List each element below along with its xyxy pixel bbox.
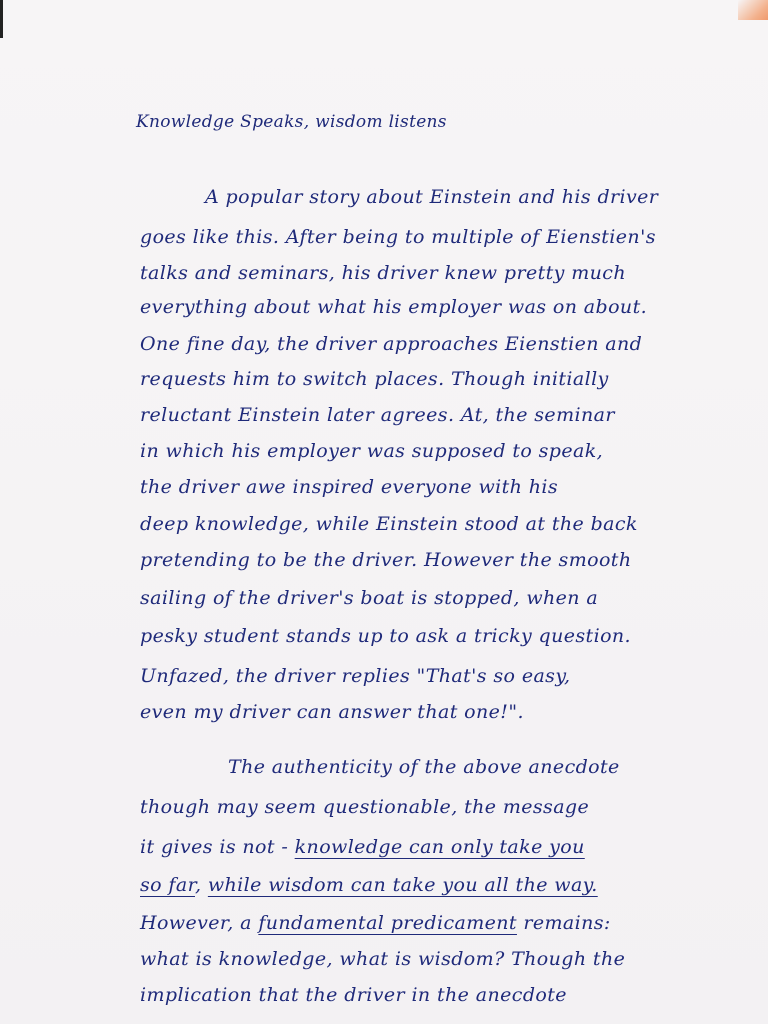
paragraph-2-line-5 [140,912,611,934]
paragraph-2-line-1: The authenticity of the above anecdote [228,756,620,778]
paragraph-1-line-12: sailing of the driver's boat is stopped, when a [140,587,599,609]
paragraph-1-line-6: requests him to switch places. Though initially [140,368,609,390]
paragraph-2-line-3 [140,836,585,858]
paragraph-1-line-3: talks and seminars, his driver knew pretty much [140,262,626,284]
paragraph-2-line-7: implication that the driver in the anecdote [140,984,567,1006]
paragraph-1-line-2: goes like this. After being to multiple of Eienstien's [140,226,656,248]
paragraph-1-line-13: pesky student stands up to ask a tricky question. [140,625,631,647]
paragraph-2-line-5-lead: However, a [140,912,259,934]
paragraph-1-line-11: pretending to be the driver. However the smooth [140,549,632,571]
underlined-so-far: so far [140,874,195,896]
paragraph-1-line-1: A popular story about Einstein and his driver [205,186,659,208]
underlined-fundamental-predicament: fundamental predicament [258,912,517,934]
paragraph-1-line-7: reluctant Einstein later agrees. At, the seminar [140,404,615,426]
paragraph-2-line-4-comma: , [194,874,208,896]
essay-title: Knowledge Speaks, wisdom listens [136,112,447,132]
paragraph-1-line-4: everything about what his employer was on about. [140,296,648,318]
paragraph-1-line-8: in which his employer was supposed to speak, [140,440,604,462]
page-edge-mark [0,0,3,38]
paragraph-1-line-5: One fine day, the driver approaches Eienstien and [140,333,643,355]
paragraph-1-line-15: even my driver can answer that one!". [140,701,524,723]
paragraph-1-line-9: the driver awe inspired everyone with his [140,476,558,498]
page-corner-tint [738,0,768,20]
paragraph-2-line-6: what is knowledge, what is wisdom? Though the [140,948,626,970]
paragraph-2-line-5-tail: remains: [516,912,611,934]
paragraph-2-line-2: though may seem questionable, the message [140,796,590,818]
paragraph-2-line-3-lead: it gives is not - [140,836,295,858]
paragraph-2-line-4 [140,874,598,896]
underlined-knowledge-phrase: knowledge can only take you [294,836,585,858]
underlined-wisdom-phrase: while wisdom can take you all the way. [207,874,598,896]
paragraph-1-line-14: Unfazed, the driver replies "That's so easy, [140,665,571,687]
paragraph-1-line-10: deep knowledge, while Einstein stood at the back [140,513,638,535]
